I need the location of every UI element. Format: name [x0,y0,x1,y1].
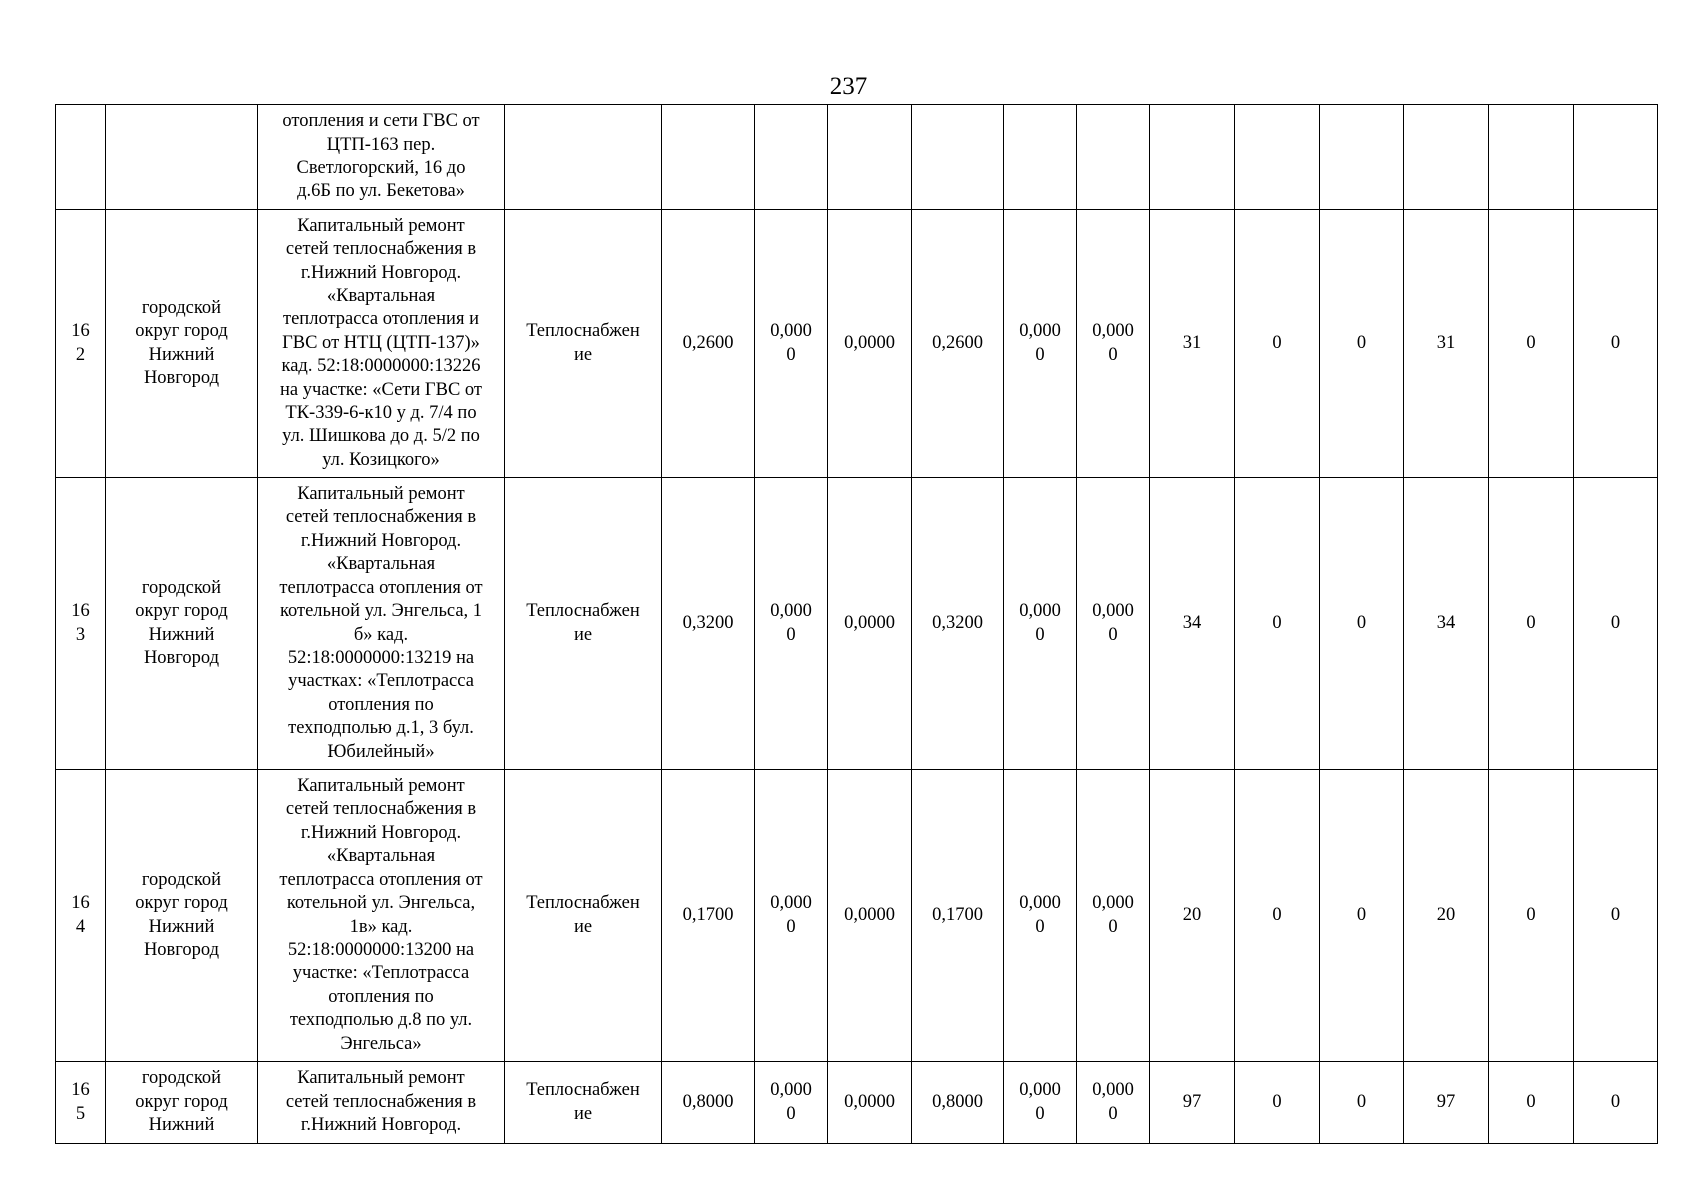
description-cell-line: участке: «Теплотрасса [292,963,470,984]
value-cell [755,105,828,210]
description-cell-line: теплотрасса отопления от [279,869,483,890]
category-cell-line: ие [573,1103,593,1124]
row-number-cell [56,478,106,770]
municipality-cell-line: городской [141,1068,222,1089]
value-cell: 0 [1489,478,1574,770]
value-cell: 0 [1574,770,1658,1062]
value-cell: 0,1700 [912,770,1004,1062]
description-cell-line: отопления по [328,986,434,1007]
value-cell: 0,2600 [662,210,755,478]
value-cell: 0,1700 [662,770,755,1062]
table-row [56,105,1658,210]
value-cell [662,105,755,210]
value-cell-line: 0 [1108,916,1118,937]
table-row [56,1062,1658,1144]
description-cell-line: техподполью д.1, 3 бул. [288,718,474,739]
row-number-cell-line: 5 [75,1103,86,1124]
description-cell [258,210,505,478]
description-cell-line: г.Нижний Новгород. [300,530,462,551]
description-cell-line: котельной ул. Энгельса, 1 [279,601,483,622]
value-cell-line: 0,000 [770,893,812,914]
description-cell [258,105,505,210]
description-cell [258,1062,505,1144]
description-cell-line: 52:18:0000000:13219 на [287,647,475,668]
value-cell [912,105,1004,210]
value-cell: 0,3200 [912,478,1004,770]
value-cell [1004,770,1077,1062]
value-cell [1077,478,1150,770]
description-cell-line: Капитальный ремонт [297,1068,465,1089]
row-number-cell-line: 3 [75,624,86,645]
description-cell-line: кад. 52:18:0000000:13226 [281,356,481,377]
value-cell: 0 [1574,1062,1658,1144]
value-cell-line: 0,000 [1019,893,1061,914]
municipality-cell [106,105,258,210]
description-cell-line: «Квартальная [326,285,436,306]
table-row [56,210,1658,478]
value-cell [755,770,828,1062]
category-cell-line: ие [573,624,593,645]
value-cell: 0 [1235,1062,1320,1144]
value-cell [1235,105,1320,210]
description-cell-line: д.6Б по ул. Бекетова» [297,181,465,202]
value-cell [1404,105,1489,210]
value-cell-line: 0,000 [770,1080,812,1101]
value-cell: 31 [1404,210,1489,478]
value-cell-line: 0,000 [1019,321,1061,342]
page-number: 237 [829,73,868,100]
row-number-cell-line: 2 [75,344,86,365]
value-cell: 0,8000 [662,1062,755,1144]
description-cell-line: г.Нижний Новгород. [300,1115,462,1136]
municipality-cell-line: Новгород [143,367,220,388]
value-cell [1320,105,1404,210]
value-cell: 34 [1150,478,1235,770]
value-cell [1077,210,1150,478]
value-cell: 0 [1489,210,1574,478]
value-cell [755,478,828,770]
value-cell: 0,3200 [662,478,755,770]
description-cell-line: ЦТП-163 пер. [326,134,436,155]
table-row [56,478,1658,770]
description-cell-line: Светлогорский, 16 до [296,158,466,178]
value-cell-line: 0 [1035,624,1045,645]
category-cell [505,478,662,770]
municipality-cell [106,210,258,478]
row-number-cell-line: 16 [71,601,90,622]
description-cell-line: ГВС от НТЦ (ЦТП-137)» [282,332,480,353]
category-cell-line: ие [573,344,593,365]
value-cell-line: 0,000 [1092,321,1134,342]
value-cell: 0 [1489,770,1574,1062]
description-cell-line: Юбилейный» [327,741,435,762]
row-number-cell [56,770,106,1062]
description-cell-line: Капитальный ремонт [297,215,465,236]
municipality-cell [106,478,258,770]
description-cell-line: б» кад. [353,624,409,645]
value-cell [1004,478,1077,770]
description-cell-line: ул. Козицкого» [322,449,440,470]
value-cell [755,210,828,478]
value-cell: 34 [1404,478,1489,770]
description-cell-line: сетей теплоснабжения в [285,239,477,260]
description-cell-line: техподполью д.8 по ул. [289,1010,473,1031]
description-cell-line: на участке: «Сети ГВС от [279,379,483,400]
row-number-cell [56,210,106,478]
value-cell: 0,8000 [912,1062,1004,1144]
category-cell-line: Теплоснабжен [526,601,640,622]
value-cell [755,1062,828,1144]
municipality-cell-line: Нижний [148,1115,215,1136]
value-cell-line: 0 [1108,1103,1118,1124]
description-cell-line: г.Нижний Новгород. [300,822,462,843]
description-cell-line: отопления по [328,694,434,715]
description-cell [258,770,505,1062]
value-cell: 0 [1574,478,1658,770]
description-cell-line: Капитальный ремонт [297,484,465,505]
municipality-cell-line: городской [141,577,222,598]
municipality-cell-line: округ город [135,893,228,914]
value-cell-line: 0 [786,624,796,645]
description-cell-line: сетей теплоснабжения в [285,799,477,820]
description-cell-line: ул. Шишкова до д. 5/2 по [282,426,480,447]
category-cell [505,105,662,210]
data-table [55,104,1658,1144]
value-cell: 0 [1235,770,1320,1062]
value-cell-line: 0,000 [1019,601,1061,622]
value-cell-line: 0 [1108,344,1118,365]
value-cell-line: 0 [1035,1103,1045,1124]
value-cell: 97 [1150,1062,1235,1144]
row-number-cell-line: 16 [71,321,90,342]
value-cell [1004,105,1077,210]
category-cell-line: Теплоснабжен [526,893,640,914]
category-cell-line: Теплоснабжен [526,1080,640,1101]
row-number-cell [56,105,106,210]
description-cell [258,478,505,770]
value-cell: 0 [1320,210,1404,478]
municipality-cell-line: Нижний [148,344,215,365]
municipality-cell-line: округ город [135,321,228,342]
municipality-cell [106,1062,258,1144]
value-cell [1004,1062,1077,1144]
description-cell-line: ТК-339-6-к10 у д. 7/4 по [285,403,477,424]
municipality-cell-line: Нижний [148,916,215,937]
row-number-cell-line: 16 [71,1080,90,1101]
municipality-cell-line: Новгород [143,647,220,668]
value-cell [1077,1062,1150,1144]
value-cell [1077,105,1150,210]
description-cell-line: отопления и сети ГВС от [282,111,480,132]
value-cell: 0,0000 [828,478,912,770]
value-cell-line: 0,000 [1092,893,1134,914]
value-cell-line: 0 [1035,916,1045,937]
row-number-cell-line: 16 [71,893,90,914]
description-cell-line: теплотрасса отопления и [283,309,479,330]
value-cell [1077,770,1150,1062]
value-cell: 0 [1235,210,1320,478]
value-cell: 0 [1574,210,1658,478]
value-cell: 31 [1150,210,1235,478]
category-cell [505,770,662,1062]
description-cell-line: 1в» кад. [349,916,413,937]
value-cell-line: 0,000 [1092,601,1134,622]
value-cell: 0,0000 [828,1062,912,1144]
value-cell-line: 0,000 [770,321,812,342]
value-cell-line: 0 [786,916,796,937]
category-cell-line: Теплоснабжен [526,321,640,342]
category-cell-line: ие [573,916,593,937]
value-cell [1574,105,1658,210]
category-cell [505,210,662,478]
municipality-cell-line: городской [141,297,222,318]
value-cell-line: 0 [786,344,796,365]
description-cell-line: участках: «Теплотрасса [288,671,474,692]
value-cell: 0,2600 [912,210,1004,478]
category-cell [505,1062,662,1144]
row-number-cell [56,1062,106,1144]
description-cell-line: теплотрасса отопления от [279,577,483,598]
municipality-cell-line: Новгород [143,939,220,960]
value-cell [1489,105,1574,210]
value-cell: 20 [1404,770,1489,1062]
value-cell-line: 0,000 [1019,1080,1061,1101]
value-cell: 0 [1320,770,1404,1062]
description-cell-line: Капитальный ремонт [297,776,465,797]
value-cell-line: 0,000 [1092,1080,1134,1101]
value-cell: 0 [1320,478,1404,770]
value-cell [828,105,912,210]
row-number-cell-line: 4 [75,916,86,937]
description-cell-line: г.Нижний Новгород. [300,262,462,283]
municipality-cell-line: округ город [135,601,228,622]
value-cell: 0,0000 [828,770,912,1062]
value-cell: 0 [1489,1062,1574,1144]
value-cell [1150,105,1235,210]
description-cell-line: «Квартальная [326,554,436,575]
table-row [56,770,1658,1062]
municipality-cell-line: Нижний [148,624,215,645]
description-cell-line: котельной ул. Энгельса, [286,893,476,914]
value-cell-line: 0,000 [770,601,812,622]
value-cell-line: 0 [786,1103,796,1124]
value-cell: 0,0000 [828,210,912,478]
value-cell: 20 [1150,770,1235,1062]
value-cell: 0 [1235,478,1320,770]
value-cell: 97 [1404,1062,1489,1144]
description-cell-line: 52:18:0000000:13200 на [287,939,475,960]
municipality-cell-line: округ город [135,1091,228,1112]
value-cell [1004,210,1077,478]
value-cell-line: 0 [1108,624,1118,645]
description-cell-line: Энгельса» [340,1033,422,1054]
description-cell-line: сетей теплоснабжения в [285,1091,477,1112]
municipality-cell [106,770,258,1062]
value-cell-line: 0 [1035,344,1045,365]
value-cell: 0 [1320,1062,1404,1144]
description-cell-line: сетей теплоснабжения в [285,507,477,528]
municipality-cell-line: городской [141,869,222,890]
description-cell-line: «Квартальная [326,846,436,867]
